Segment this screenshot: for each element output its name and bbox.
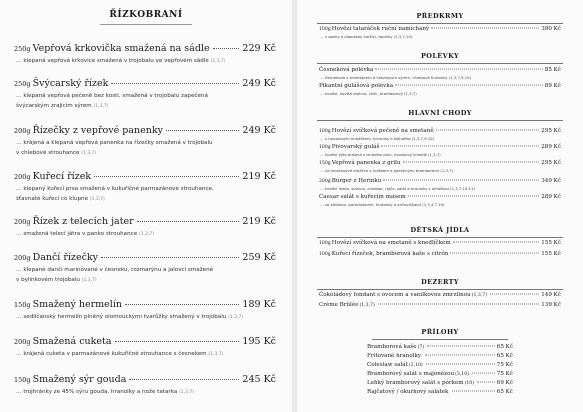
item-weight: 150g	[14, 376, 31, 384]
item-description: … hovězí kýta dušená v tmavém pivu, houskový knedlík (1,3,7)	[320, 151, 441, 157]
item-name: Kuřecí řízeček, bramborová kaše s citrón	[331, 251, 449, 257]
menu-item	[14, 125, 276, 159]
item-price: 289 Kč	[541, 194, 561, 200]
item-description: … smažená telecí játra v panko strouhance (1,3,7)	[16, 231, 154, 237]
leader-dots	[111, 83, 239, 84]
menu-item: Bramborový salát s majonézou (3,10) 75 Kč	[367, 371, 513, 377]
item-weight: 200g	[14, 338, 31, 346]
item-price: 349 Kč	[541, 178, 561, 184]
leader-dots	[129, 379, 239, 380]
section-heading: POLÉVKY	[317, 52, 563, 64]
item-weight: 250g	[14, 80, 31, 88]
item-name: Burger z Herinku	[331, 178, 382, 184]
menu-item	[319, 83, 561, 96]
item-description: … hovězí maso, slanina, cheddar, rajče, salát a hranolky s omáčkou (1,3,7,10,11)	[320, 185, 475, 191]
leader-dots	[125, 304, 239, 305]
menu-item: 100g Hovězí svíčková pečeně na smetaně 295 Kč … s houskovým knedlíkem, brusinky a šlehačka (1,3,7,9,10)	[319, 128, 561, 141]
menu-item	[367, 389, 513, 395]
menu-item	[14, 374, 276, 398]
item-price: 85 Kč	[544, 67, 561, 73]
item-name: Vepřová krkovička smažená na sádle	[32, 43, 210, 54]
menu-item	[367, 353, 513, 359]
item-weight: 200g	[14, 173, 31, 181]
item-name: Dančí řízečky	[32, 252, 99, 263]
sides-section	[372, 328, 508, 340]
leader-dots	[101, 257, 239, 258]
menu-item	[14, 299, 276, 323]
item-name: Řízek z telecích jater	[32, 216, 134, 227]
menu-item	[14, 252, 276, 286]
item-price: 245 Kč	[242, 374, 276, 385]
leader-dots	[94, 176, 239, 177]
item-name: Coleslaw salát	[367, 362, 408, 368]
menu-item: 100g Pivovarský guláš 289 Kč … hovězí kýta dušená v tmavém pivu, houskový knedlík (1,3,7)	[319, 144, 561, 157]
item-name: Pikantní gulášová polévka	[319, 83, 394, 89]
section-heading: PŘÍLOHY	[372, 328, 508, 340]
menu-item: Bramborová kaše (7) 65 Kč	[367, 344, 513, 350]
item-description: … sedličanský hermelín plněný olomouckými tvarůžky smažený v trojobalu (1,3,7)	[16, 314, 244, 320]
item-price: 139 Kč	[541, 302, 561, 308]
item-name: Čokoládový fondant s ovocem a vanilkovou zmrzlinou	[319, 292, 471, 298]
item-price: 289 Kč	[541, 144, 561, 150]
leader-dots	[166, 130, 239, 131]
soups-section	[317, 52, 563, 64]
starters-section	[317, 12, 563, 24]
item-description: … klepaný kuřecí prsa smažená v kukuřičné parmazánové strouhance, šťavnaté kuřecí co klupne (1,3,7)	[16, 186, 214, 202]
item-price: 259 Kč	[242, 252, 276, 263]
item-name: Lehký bramborový salát s pórkem	[367, 380, 464, 386]
item-description: … na smetanové omáčce s hráškem a opečenými bramborami (1,3,7)	[320, 167, 453, 173]
schnitzel-section-title	[0, 10, 292, 20]
leader-dots	[213, 48, 240, 49]
item-description: … s houskovým knedlíkem, brusinky a šlehačka (1,3,7,9,10)	[320, 135, 435, 141]
item-name: Hovězí svíčková na smetaně s knedlíčkem	[331, 240, 451, 246]
item-description: … česneková s bramborem a hlávkovým sýrem, chlebové krutonky (1,3,7,9,10)	[320, 74, 472, 80]
section-heading: DĚTSKÁ JÍDLA	[317, 226, 563, 238]
item-price: 89 Kč	[544, 83, 561, 89]
item-price: 195 Kč	[242, 336, 276, 347]
item-name: Hovězí svíčková pečeně na smetaně	[331, 128, 434, 134]
menu-item: Crème Brûlée (1,3,7) 139 Kč	[319, 302, 561, 308]
kids-section	[317, 226, 563, 238]
menu-item	[14, 336, 276, 360]
item-price: 155 Kč	[541, 251, 561, 257]
item-price: 249 Kč	[242, 78, 276, 89]
item-price: 155 Kč	[541, 240, 561, 246]
item-price: 149 Kč	[541, 292, 561, 298]
item-price: 65 Kč	[496, 353, 513, 359]
item-name: Pivovarský guláš	[331, 144, 380, 150]
desserts-section	[317, 278, 563, 290]
item-name: Švýcarský řízek	[32, 78, 109, 89]
menu-item: 100g Hovězí svíčková na smetaně s knedlíčkem 155 Kč	[319, 240, 561, 246]
menu-item: Čokoládový fondant s ovocem a vanilkovou zmrzlinou (1,3,7) 149 Kč	[319, 292, 561, 298]
item-name: Vepřová panenka z grilu	[331, 160, 401, 166]
item-price: 75 Kč	[496, 362, 513, 368]
item-description: … s opeky a dijonskou hořčicí, topinky (1,3,7,10)	[320, 33, 413, 39]
menu-item: 200g Burger z Herinku 349 Kč … hovězí maso, slanina, cheddar, rajče, salát a hranolky s omáčkou (1,3,7,10,11)	[319, 178, 561, 191]
right-menu-page	[297, 0, 583, 412]
item-price: 229 Kč	[242, 43, 276, 54]
menu-item: Lehký bramborový salát s pórkem (10) 69 Kč	[367, 380, 513, 386]
item-price: 295 Kč	[541, 128, 561, 134]
item-name: Česneková polévka	[319, 67, 374, 73]
item-description: … hovězí, hovězí stehno, chilli, bramborový (1,3,7)	[320, 90, 417, 96]
leader-dots	[115, 341, 240, 342]
item-weight: 200g	[14, 254, 31, 262]
item-description: … se zálivkou, parmazánem, krutonky a ančovičkami (1,3,4,7,10)	[320, 201, 445, 207]
section-heading: HLAVNÍ CHODY	[317, 109, 563, 121]
item-price: 219 Kč	[242, 216, 276, 227]
item-name: Caesar salát s kuřecím masem	[319, 194, 406, 200]
menu-item	[14, 216, 276, 240]
item-name: Kuřecí řízek	[32, 171, 92, 182]
menu-item	[14, 78, 276, 112]
item-weight: 200g	[14, 127, 31, 135]
item-weight: 200g	[14, 218, 31, 226]
item-price: 189 Kč	[242, 299, 276, 310]
item-description: … klepaná vepřová krkovice smažená v trojobalu ve vepřovém sádle (1,3,7)	[16, 58, 226, 64]
item-name: Bramborová kaše	[367, 344, 417, 350]
menu-item: Coleslaw salát (3,10) 75 Kč	[367, 362, 513, 368]
menu-item	[14, 171, 276, 205]
section-heading: DEZERTY	[317, 278, 563, 290]
title-underline	[100, 24, 192, 25]
item-name: Bramborový salát s majonézou	[367, 371, 455, 377]
item-price: 65 Kč	[496, 389, 513, 395]
item-description: … krájená cuketa v parmazánové kukuřičné strouhance s česnekem (1,3,7)	[16, 351, 224, 357]
menu-item: 100g Hovězí tataráček ruční namíchaný 390 Kč … s opeky a dijonskou hořčicí, topinky (1,3,7,10)	[319, 26, 561, 39]
item-name: Hovězí tataráček ruční namíchaný	[331, 26, 430, 32]
item-price: 390 Kč	[541, 26, 561, 32]
item-price: 249 Kč	[242, 125, 276, 136]
item-price: 219 Kč	[242, 171, 276, 182]
section-title-text: ŘÍZKOBRANÍ	[109, 10, 183, 20]
item-name: Řízečky z vepřové panenky	[32, 125, 163, 136]
menu-item: 100g Kuřecí řízeček, bramborová kaše s citrón 155 Kč	[319, 251, 561, 257]
item-name: Fritované hranolky	[367, 353, 422, 359]
item-price: 75 Kč	[496, 371, 513, 377]
item-description: … krájená a klepaná vepřová panenka na řízečky smažená v trojobalu v chlebové strouhance (1,3,7)	[16, 140, 213, 156]
menu-item	[14, 43, 276, 67]
item-weight: 250g	[14, 45, 31, 53]
item-name: Crème Brûlée	[319, 302, 359, 308]
item-description: … trojhránky ze 45% sýru gouda, hranolky a nože tatarka (1,3,7)	[16, 389, 195, 395]
leader-dots	[137, 221, 240, 222]
section-heading: PŘEDKRMY	[317, 12, 563, 24]
menu-item	[319, 67, 561, 80]
item-description: … klepané dančí marinované v česneku, rozmarýnu a jalovci smažené v bylinkovém trojobalu (1,3,7)	[16, 267, 214, 283]
item-name: Smažený hermelín	[32, 299, 122, 310]
menu-item	[319, 194, 561, 207]
item-name: Smažený sýr gouda	[32, 374, 127, 385]
item-name: Smažená cuketa	[32, 336, 112, 347]
item-price: 65 Kč	[496, 344, 513, 350]
menu-item: 150g Vepřová panenka z grilu 295 Kč … na smetanové omáčce s hráškem a opečenými bramborami (1,3,7)	[319, 160, 561, 173]
item-name: Rajčatový / okurkový salátek	[367, 389, 449, 395]
item-description: … klepaná vepřová pečeně bez kosti, smažená v trojobalu zapečená švýcarským zrajícím sýrem (1,3,7)	[16, 93, 208, 109]
item-price: 295 Kč	[541, 160, 561, 166]
item-weight: 150g	[14, 301, 31, 309]
main-courses-section	[317, 109, 563, 121]
item-price: 69 Kč	[496, 380, 513, 386]
